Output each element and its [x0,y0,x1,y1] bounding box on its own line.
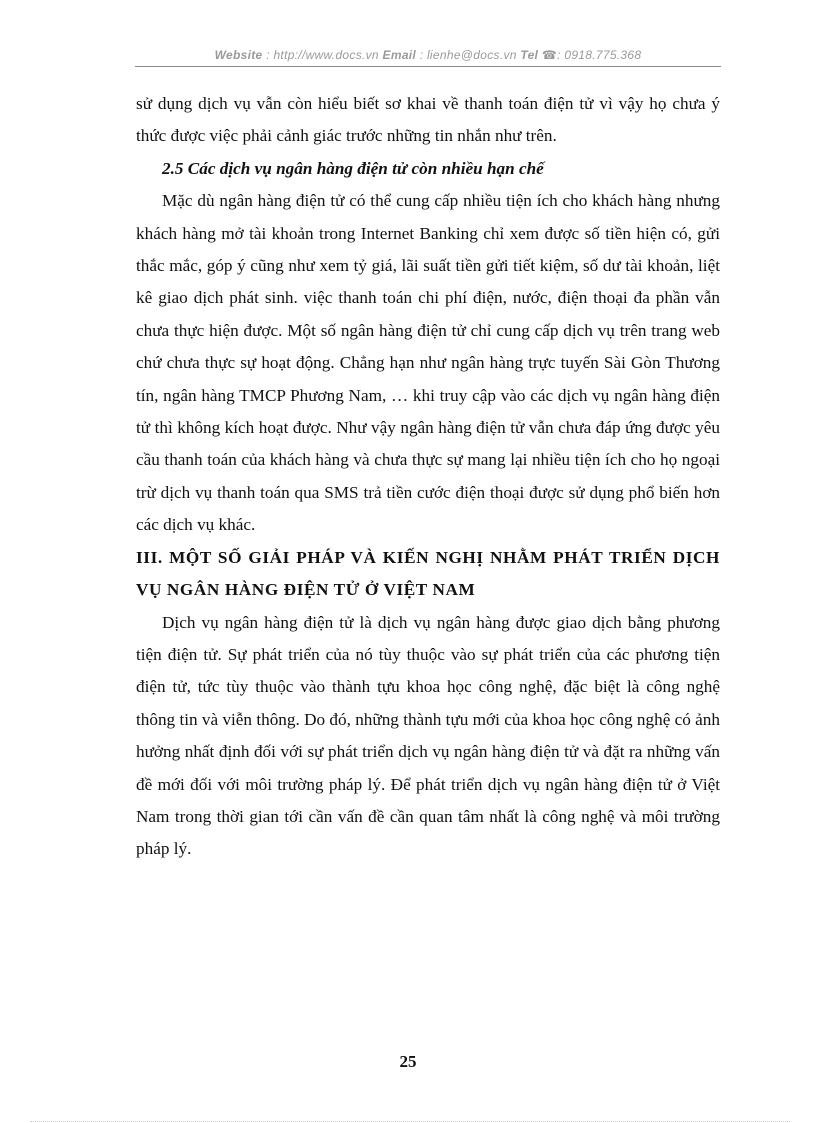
header-divider [135,66,721,67]
paragraph-limitations: Mặc dù ngân hàng điện tử có thể cung cấp nhiều tiện ích cho khách hàng nhưng khách hàng mở tài khoản trong Internet Banking chỉ xem được số tiền hiện có, gửi thắc mắc, góp ý cũng như xem tỷ giá, lãi suất tiền gửi tiết kiệm, số dư tài khoản, liệt kê giao dịch phát sinh. việc thanh toán chi phí điện, nước, điện thoại đa phần vẫn chưa thực hiện được. Một số ngân hàng điện tử chỉ cung cấp dịch vụ trên trang web chứ chưa thực sự hoạt động. Chẳng hạn như ngân hàng trực tuyến Sài Gòn Thương tín, ngân hàng TMCP Phương Nam, … khi truy cập vào các dịch vụ ngân hàng điện tử thì không kích hoạt được. Như vậy ngân hàng điện tử vẫn chưa đáp ứng được yêu cầu thanh toán của khách hàng và chưa thực sự mang lại nhiều tiện ích cho họ ngoại trừ dịch vụ thanh toán qua SMS trả tiền cước điện thoại được sử dụng phổ biến hơn các dịch vụ khác. [136,191,720,535]
tel-label: Tel [520,48,539,62]
email-value: : lienhe@docs.vn [419,48,517,62]
paragraph-solutions: Dịch vụ ngân hàng điện tử là dịch vụ ngân hàng được giao dịch bằng phương tiện điện tử. Sự phát triển của nó tùy thuộc vào sự phát triển của các phương tiện điện tử, tức tùy thuộc vào thành tựu khoa học công nghệ, đặc biệt là công nghệ thông tin và viễn thông. Do đó, những thành tựu mới của khoa học công nghệ có ảnh hưởng nhất định đối với sự phát triển dịch vụ ngân hàng điện tử và đặt ra những vấn đề mới đối với môi trường pháp lý. Để phát triển dịch vụ ngân hàng điện tử ở Việt Nam trong thời gian tới cần vấn đề cần quan tâm nhất là công nghệ và môi trường pháp lý. [136,612,720,859]
paragraph-continuation: sử dụng dịch vụ vẫn còn hiểu biết sơ khai về thanh toán điện tử vì vậy họ chưa ý thức được việc phải cảnh giác trước những tin nhắn như trên. [136,94,720,146]
subsection-heading: 2.5 Các dịch vụ ngân hàng điện tử còn nhiều hạn chế [162,158,544,178]
email-label: Email [382,48,417,62]
website-value: : http://www.docs.vn [266,48,379,62]
page-number: 25 [399,1052,417,1071]
document-body [136,88,720,866]
tel-value: : 0918.775.368 [557,48,642,62]
phone-icon: ☎ [541,48,558,62]
footer-divider [30,1121,790,1122]
website-label: Website [214,48,263,62]
page-header [135,48,721,62]
section-heading: III. MỘT SỐ GIẢI PHÁP VÀ KIẾN NGHỊ NHẰM PHÁT TRIỂN DỊCH VỤ NGÂN HÀNG ĐIỆN TỬ Ở VIỆT NAM [136,547,720,600]
